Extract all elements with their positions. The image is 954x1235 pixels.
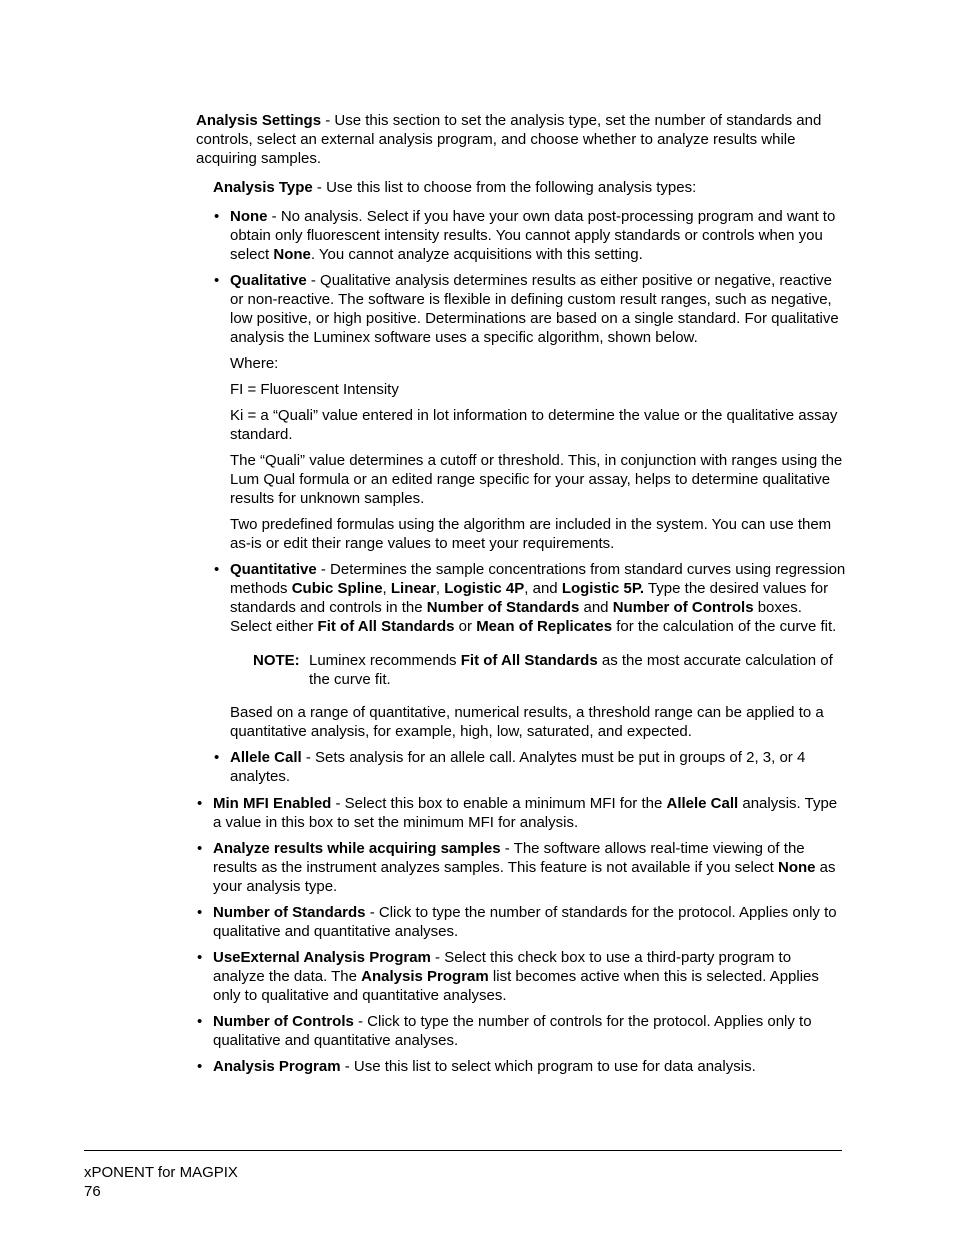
note-text-1: Luminex recommends xyxy=(309,652,461,669)
none-text-1: - No analysis. Select if you have your own data post-processing program and want to obtain only fluorescent intensity results. You cannot apply standards or controls when you select xyxy=(230,208,836,263)
quali-paragraph: The “Quali” value determines a cutoff or threshold. This, in conjunction with ranges using the Lum Qual formula or an edited range specific for your assay, helps to determine qualitative results for unknown samples. xyxy=(230,452,843,507)
analysis-settings-paragraph xyxy=(196,111,846,168)
qualitative-paragraph xyxy=(230,271,846,347)
allele-paragraph xyxy=(230,748,846,786)
list-item-quantitative xyxy=(213,560,846,741)
analyze-results-text-2: as your analysis type. xyxy=(213,859,836,895)
min-mfi-text-2: analysis. Type a value in this box to set the minimum MFI for analysis. xyxy=(213,795,838,831)
analysis-type-term: Analysis Type xyxy=(213,179,313,196)
num-standards-paragraph xyxy=(213,903,846,941)
quantitative-text-1: - Determines the sample concentrations from standard curves using regression methods xyxy=(230,561,846,597)
use-external-term: UseExternal Analysis Program xyxy=(213,949,431,966)
analysis-type-section xyxy=(213,178,846,786)
none-text-2: . You cannot analyze acquisitions with this setting. xyxy=(310,246,643,263)
list-item-analyze-results xyxy=(196,839,846,896)
quantitative-paragraph xyxy=(230,560,846,636)
allele-term: Allele Call xyxy=(230,749,302,766)
analysis-type-list xyxy=(213,207,846,786)
list-item-analysis-program xyxy=(196,1057,846,1076)
num-controls-text: - Click to type the number of controls for the protocol. Applies only to qualitative and quantitative analyses. xyxy=(213,1013,812,1049)
quantitative-text-3: , xyxy=(435,580,445,597)
min-mfi-bold-1: Allele Call xyxy=(666,795,739,812)
qualitative-term: Qualitative xyxy=(230,272,307,289)
use-external-bold-1: Analysis Program xyxy=(361,968,489,985)
use-external-text-1: - Select this check box to use a third-party program to analyze the data. The xyxy=(213,949,792,985)
none-term: None xyxy=(230,208,268,225)
list-item-number-of-controls xyxy=(196,1012,846,1050)
list-item-none xyxy=(213,207,846,264)
page-footer xyxy=(84,1163,238,1201)
allele-text: - Sets analysis for an allele call. Analytes must be put in groups of 2, 3, or 4 analytes. xyxy=(230,749,806,785)
where-paragraph: Where: xyxy=(230,355,279,372)
quantitative-text-9: for the calculation of the curve fit. xyxy=(612,618,837,635)
use-external-paragraph xyxy=(213,948,846,1005)
analysis-settings-term: Analysis Settings xyxy=(196,112,322,129)
quantitative-bold-7: Fit of All Standards xyxy=(317,618,455,635)
footer-product-name: xPONENT for MAGPIX xyxy=(84,1164,238,1181)
list-item-number-of-standards xyxy=(196,903,846,941)
min-mfi-paragraph xyxy=(213,794,846,832)
quantitative-text-4: , and xyxy=(524,580,562,597)
analysis-program-text: - Use this list to select which program to use for data analysis. xyxy=(340,1058,756,1075)
quantitative-text-7: boxes. Select either xyxy=(230,599,802,635)
note-block xyxy=(253,651,846,689)
num-standards-text: - Click to type the number of standards for the protocol. Applies only to qualitative and quantitative analyses. xyxy=(213,904,837,940)
footer-page-number: 76 xyxy=(84,1183,101,1200)
none-paragraph xyxy=(230,207,846,264)
analyze-results-paragraph xyxy=(213,839,846,896)
note-bold-1: Fit of All Standards xyxy=(460,652,598,669)
analysis-program-paragraph xyxy=(213,1057,846,1076)
settings-list xyxy=(196,794,846,1076)
analysis-type-paragraph xyxy=(213,178,846,197)
threshold-paragraph: Based on a range of quantitative, numerical results, a threshold range can be applied to a quantitative analysis, for example, high, low, saturated, and expected. xyxy=(230,704,824,740)
note-label: NOTE: xyxy=(253,652,300,669)
quantitative-bold-3: Logistic 4P xyxy=(444,580,525,597)
quantitative-text-6: and xyxy=(579,599,613,616)
use-external-text-2: list becomes active when this is selected. Applies only to qualitative and quantitative analyses. xyxy=(213,968,819,1004)
qualitative-text: - Qualitative analysis determines results as either positive or negative, reactive or non-reactive. The software is flexible in defining custom result ranges, such as negative, low positive, or high positive. Determinations are based on a single standard. For qualitative analysis the Luminex software uses a specific algorithm, shown below. xyxy=(230,272,839,346)
footer-divider xyxy=(84,1150,842,1151)
analysis-type-text: - Use this list to choose from the following analysis types: xyxy=(312,179,697,196)
analyze-results-term: Analyze results while acquiring samples xyxy=(213,840,501,857)
note-text-2: as the most accurate calculation of the curve fit. xyxy=(309,652,833,688)
page-content xyxy=(196,111,846,1083)
num-controls-term: Number of Controls xyxy=(213,1013,354,1030)
quantitative-bold-1: Cubic Spline xyxy=(291,580,383,597)
list-item-use-external xyxy=(196,948,846,1005)
fi-definition: FI = Fluorescent Intensity xyxy=(230,381,399,398)
none-bold-none: None xyxy=(273,246,311,263)
min-mfi-term: Min MFI Enabled xyxy=(213,795,332,812)
quantitative-text-2: , xyxy=(382,580,391,597)
quantitative-text-8: or xyxy=(454,618,477,635)
quantitative-bold-5: Number of Standards xyxy=(426,599,580,616)
note-text xyxy=(309,651,846,689)
analysis-program-term: Analysis Program xyxy=(213,1058,341,1075)
quantitative-term: Quantitative xyxy=(230,561,317,578)
ki-definition: Ki = a “Quali” value entered in lot information to determine the value or the qualitative assay standard. xyxy=(230,407,838,443)
analysis-settings-text: - Use this section to set the analysis type, set the number of standards and controls, select an external analysis program, and choose whether to analyze results while acquiring samples. xyxy=(196,112,822,167)
quantitative-bold-4: Logistic 5P. xyxy=(561,580,645,597)
analyze-results-bold-1: None xyxy=(778,859,816,876)
num-standards-term: Number of Standards xyxy=(213,904,366,921)
list-item-allele-call xyxy=(213,748,846,786)
num-controls-paragraph xyxy=(213,1012,846,1050)
quantitative-text-5: Type the desired values for standards and controls in the xyxy=(230,580,829,616)
analyze-results-text-1: - The software allows real-time viewing of the results as the instrument analyzes samples. This feature is not available if you select xyxy=(213,840,805,876)
quantitative-bold-6: Number of Controls xyxy=(612,599,754,616)
quantitative-bold-2: Linear xyxy=(390,580,436,597)
formulas-paragraph: Two predefined formulas using the algorithm are included in the system. You can use them as-is or edit their range values to meet your requirements. xyxy=(230,516,832,552)
quantitative-bold-8: Mean of Replicates xyxy=(476,618,613,635)
list-item-qualitative xyxy=(213,271,846,553)
min-mfi-text-1: - Select this box to enable a minimum MFI for the xyxy=(331,795,667,812)
list-item-min-mfi xyxy=(196,794,846,832)
